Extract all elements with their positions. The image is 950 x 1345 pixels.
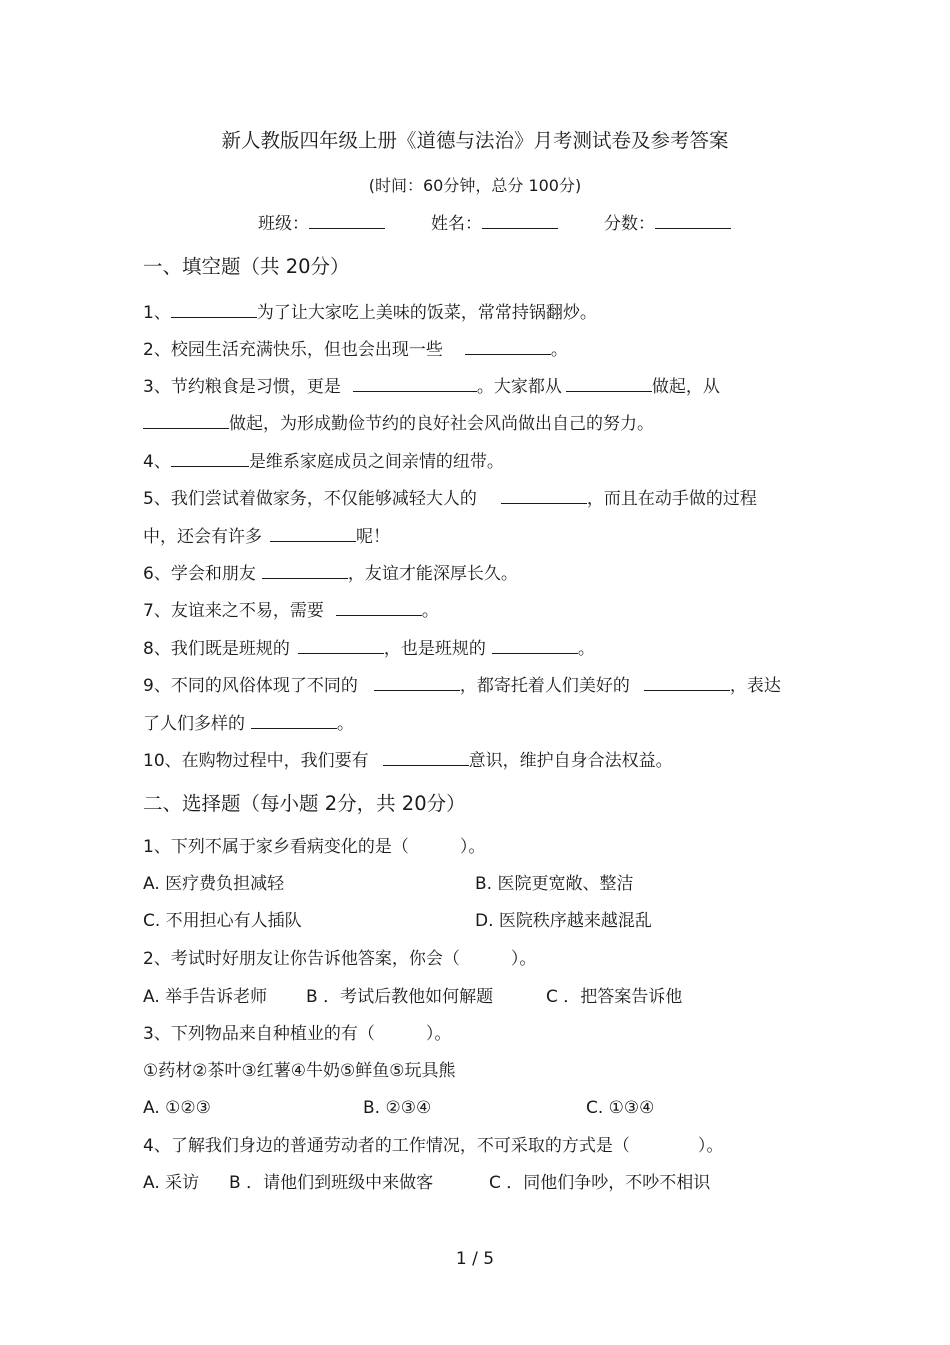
fill-question-8 bbox=[143, 636, 595, 660]
fill-question-10 bbox=[143, 748, 673, 772]
q9-text-e: 。 bbox=[337, 714, 354, 734]
fill-question-9-cont bbox=[143, 711, 354, 735]
q3-text-b: 。大家都从 bbox=[476, 377, 562, 397]
fill-question-5-cont bbox=[143, 524, 390, 548]
choice-1-option-d: D. 医院秩序越来越混乱 bbox=[475, 911, 652, 931]
fill-question-6 bbox=[143, 561, 518, 585]
choice-3-option-b: B. ②③④ bbox=[363, 1098, 432, 1118]
answer-blank bbox=[501, 486, 587, 504]
fill-question-7 bbox=[143, 598, 439, 622]
q5-text-c: 中，还会有许多 bbox=[143, 527, 262, 547]
choice-1-option-a: A. 医疗费负担减轻 bbox=[143, 874, 285, 894]
q3-text-a: 3、节约粮食是习惯，更是 bbox=[143, 377, 341, 397]
answer-blank bbox=[465, 337, 551, 355]
q10-text-a: 10、在购物过程中，我们要有 bbox=[143, 751, 369, 771]
q4-text-b: 是维系家庭成员之间亲情的纽带。 bbox=[248, 452, 504, 472]
fill-question-5 bbox=[143, 486, 757, 510]
answer-blank bbox=[251, 711, 337, 729]
choice-4-option-a: A. 采访 bbox=[143, 1173, 200, 1193]
score-label: 分数： bbox=[604, 214, 655, 234]
q9-text-c: ，表达 bbox=[729, 676, 781, 696]
fill-question-3-cont bbox=[143, 411, 654, 435]
q3-text-d: 做起，为形成勤俭节约的良好社会风尚做出自己的努力。 bbox=[229, 414, 654, 434]
fill-question-4 bbox=[143, 449, 504, 473]
q8-text-a: 8、我们既是班规的 bbox=[143, 639, 290, 659]
q4-text-a: 4、 bbox=[143, 452, 171, 472]
fill-question-3 bbox=[143, 374, 720, 398]
name-blank bbox=[482, 211, 558, 229]
choice-3-option-c: C. ①③④ bbox=[586, 1098, 655, 1118]
answer-blank bbox=[298, 636, 384, 654]
choice-3-option-a: A. ①②③ bbox=[143, 1098, 211, 1118]
choice-4-option-b: B ．请他们到班级中来做客 bbox=[229, 1173, 434, 1193]
choice-1-option-b: B. 医院更宽敞、整洁 bbox=[475, 874, 634, 894]
score-field bbox=[604, 211, 731, 235]
q7-text-b: 。 bbox=[421, 601, 439, 621]
answer-blank bbox=[492, 636, 578, 654]
answer-blank bbox=[171, 449, 249, 467]
q1-text-b: 为了让大家吃上美味的饭菜，常常持锅翻炒。 bbox=[256, 303, 597, 323]
answer-blank bbox=[353, 374, 477, 392]
q3-text-c: 做起，从 bbox=[651, 377, 720, 397]
answer-blank bbox=[336, 598, 422, 616]
name-field bbox=[431, 211, 558, 235]
q1-text-a: 1、 bbox=[143, 303, 171, 323]
choice-question-2: 2、考试时好朋友让你告诉他答案，你会（ ）。 bbox=[143, 949, 537, 969]
section-choice-heading: 二、选择题（每小题 2分，共 20分） bbox=[143, 792, 466, 815]
q5-text-d: 呢！ bbox=[356, 527, 390, 547]
answer-blank bbox=[383, 748, 469, 766]
choice-question-3: 3、下列物品来自种植业的有（ ）。 bbox=[143, 1024, 452, 1044]
choice-2-option-c: C ．把答案告诉他 bbox=[546, 987, 683, 1007]
answer-blank bbox=[644, 673, 730, 691]
choice-4-option-c: C ．同他们争吵，不吵不相识 bbox=[489, 1173, 711, 1193]
q6-text-a: 6、学会和朋友 bbox=[143, 564, 256, 584]
q5-text-a: 5、我们尝试着做家务，不仅能够减轻大人的 bbox=[143, 489, 477, 509]
choice-2-option-b: B ．考试后教他如何解题 bbox=[306, 987, 494, 1007]
answer-blank bbox=[374, 673, 460, 691]
choice-2-option-a: A. 举手告诉老师 bbox=[143, 987, 268, 1007]
class-blank bbox=[309, 211, 385, 229]
choice-question-1: 1、下列不属于家乡看病变化的是（ ）。 bbox=[143, 837, 486, 857]
q8-text-b: ，也是班规的 bbox=[383, 639, 486, 659]
name-label: 姓名： bbox=[431, 214, 482, 234]
fill-question-1 bbox=[143, 300, 597, 324]
choice-3-items: ①药材②茶叶③红薯④牛奶⑤鲜鱼⑤玩具熊 bbox=[143, 1061, 456, 1081]
answer-blank bbox=[566, 374, 652, 392]
q10-text-b: 意识，维护自身合法权益。 bbox=[468, 751, 673, 771]
q2-text-a: 2、校园生活充满快乐，但也会出现一些 bbox=[143, 340, 443, 360]
answer-blank bbox=[262, 561, 348, 579]
class-label: 班级： bbox=[258, 214, 309, 234]
q2-text-b: 。 bbox=[550, 340, 568, 360]
page-number: 1 / 5 bbox=[455, 1249, 495, 1269]
q6-text-b: ，友谊才能深厚长久。 bbox=[347, 564, 518, 584]
choice-question-4: 4、了解我们身边的普通劳动者的工作情况，不可采取的方式是（ ）。 bbox=[143, 1136, 724, 1156]
q9-text-b: ，都寄托着人们美好的 bbox=[459, 676, 630, 696]
q9-text-a: 9、不同的风俗体现了不同的 bbox=[143, 676, 358, 696]
q5-text-b: ，而且在动手做的过程 bbox=[586, 489, 757, 509]
class-field bbox=[258, 211, 385, 235]
page-title: 新人教版四年级上册《道德与法治》月考测试卷及参考答案 bbox=[221, 129, 729, 152]
answer-blank bbox=[171, 300, 257, 318]
q9-text-d: 了人们多样的 bbox=[143, 714, 245, 734]
q7-text-a: 7、友谊来之不易，需要 bbox=[143, 601, 324, 621]
fill-question-9 bbox=[143, 673, 781, 697]
score-blank bbox=[655, 211, 731, 229]
fill-question-2 bbox=[143, 337, 568, 361]
answer-blank bbox=[143, 411, 229, 429]
q8-text-c: 。 bbox=[577, 639, 595, 659]
answer-blank bbox=[270, 524, 356, 542]
choice-1-option-c: C. 不用担心有人插队 bbox=[143, 911, 302, 931]
time-info: (时间：60分钟，总分 100分) bbox=[368, 176, 582, 195]
section-fill-blank-heading: 一、填空题（共 20分） bbox=[143, 255, 350, 278]
